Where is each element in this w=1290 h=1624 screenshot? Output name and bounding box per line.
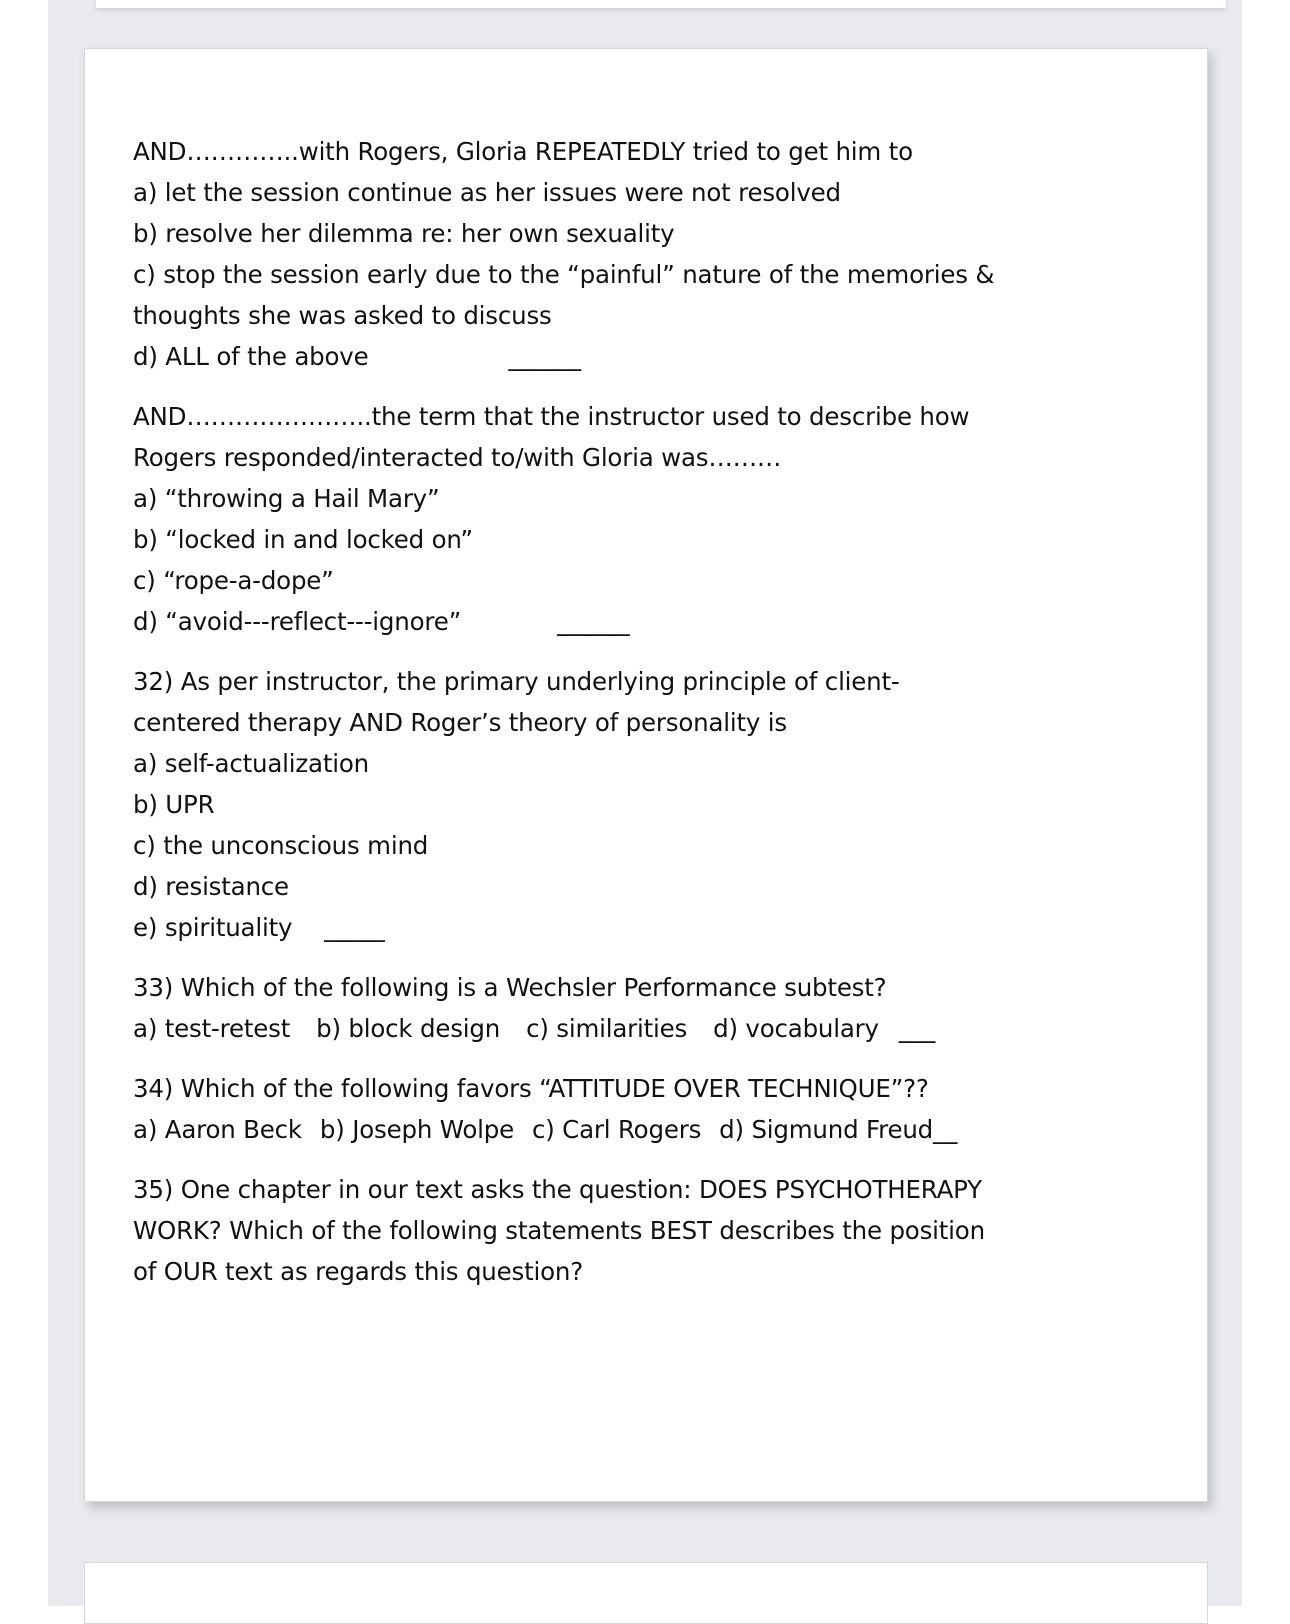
- option-d: d) vocabulary: [713, 1014, 879, 1043]
- option-c: c) “rope-a-dope”: [133, 566, 334, 595]
- option-c: c) Carl Rogers: [531, 1115, 702, 1144]
- previous-page-edge: [96, 0, 1226, 8]
- question-stem: 34) Which of the following favors “ATTITUDE OVER TECHNIQUE”??: [133, 1074, 929, 1103]
- option-d: d) Sigmund Freud: [719, 1115, 934, 1144]
- option-a: a) let the session continue as her issues were not resolved: [133, 178, 841, 207]
- answer-blank: ___: [898, 1014, 935, 1043]
- answer-blank: ______: [557, 607, 630, 636]
- option-c: c) stop the session early due to the “painful” nature of the memories &: [133, 260, 995, 289]
- option-b: b) Joseph Wolpe: [319, 1115, 514, 1144]
- question-32: [133, 661, 1033, 948]
- option-c-continued: thoughts she was asked to discuss: [133, 301, 552, 330]
- question-stem-continued: Rogers responded/interacted to/with Gloria was………: [133, 443, 782, 472]
- option-a: a) self-actualization: [133, 749, 369, 778]
- answer-blank: ______: [508, 342, 581, 371]
- inline-options-row: [133, 1008, 1033, 1049]
- answer-blank: __: [933, 1115, 958, 1144]
- option-b: b) block design: [316, 1014, 501, 1043]
- question-stem: AND…………………..the term that the instructor used to describe how: [133, 402, 970, 431]
- option-e-row: [133, 907, 1033, 948]
- question-stem: 32) As per instructor, the primary underlying principle of client-: [133, 667, 900, 696]
- option-a: a) test-retest: [133, 1014, 291, 1043]
- question-33: [133, 967, 1033, 1049]
- question-stem-continued: centered therapy AND Roger’s theory of personality is: [133, 708, 787, 737]
- option-b: b) “locked in and locked on”: [133, 525, 473, 554]
- option-a: a) “throwing a Hail Mary”: [133, 484, 440, 513]
- option-a: a) Aaron Beck: [133, 1115, 302, 1144]
- answer-blank: _____: [324, 913, 385, 942]
- option-b: b) UPR: [133, 790, 215, 819]
- option-d: d) “avoid---reflect---ignore”: [133, 607, 462, 636]
- option-d-row: [133, 336, 1033, 377]
- question-gloria-tried: [133, 131, 1033, 377]
- option-d: d) ALL of the above: [133, 342, 369, 371]
- question-34: [133, 1068, 1033, 1150]
- question-instructor-term: [133, 396, 1033, 642]
- option-b: b) resolve her dilemma re: her own sexuality: [133, 219, 675, 248]
- question-stem: 35) One chapter in our text asks the question: DOES PSYCHOTHERAPY: [133, 1175, 982, 1204]
- option-c: c) similarities: [526, 1014, 688, 1043]
- question-stem: 33) Which of the following is a Wechsler Performance subtest?: [133, 973, 887, 1002]
- question-stem-continued: WORK? Which of the following statements BEST describes the position: [133, 1216, 985, 1245]
- option-e: e) spirituality: [133, 913, 293, 942]
- question-stem: AND…………..with Rogers, Gloria REPEATEDLY tried to get him to: [133, 137, 913, 166]
- option-c: c) the unconscious mind: [133, 831, 429, 860]
- option-d-row: [133, 601, 1033, 642]
- question-stem-continued: of OUR text as regards this question?: [133, 1257, 584, 1286]
- option-d: d) resistance: [133, 872, 289, 901]
- next-page: [84, 1562, 1208, 1624]
- inline-options-row: [133, 1109, 1033, 1150]
- page-content: [133, 131, 1033, 1311]
- question-35: [133, 1169, 1033, 1292]
